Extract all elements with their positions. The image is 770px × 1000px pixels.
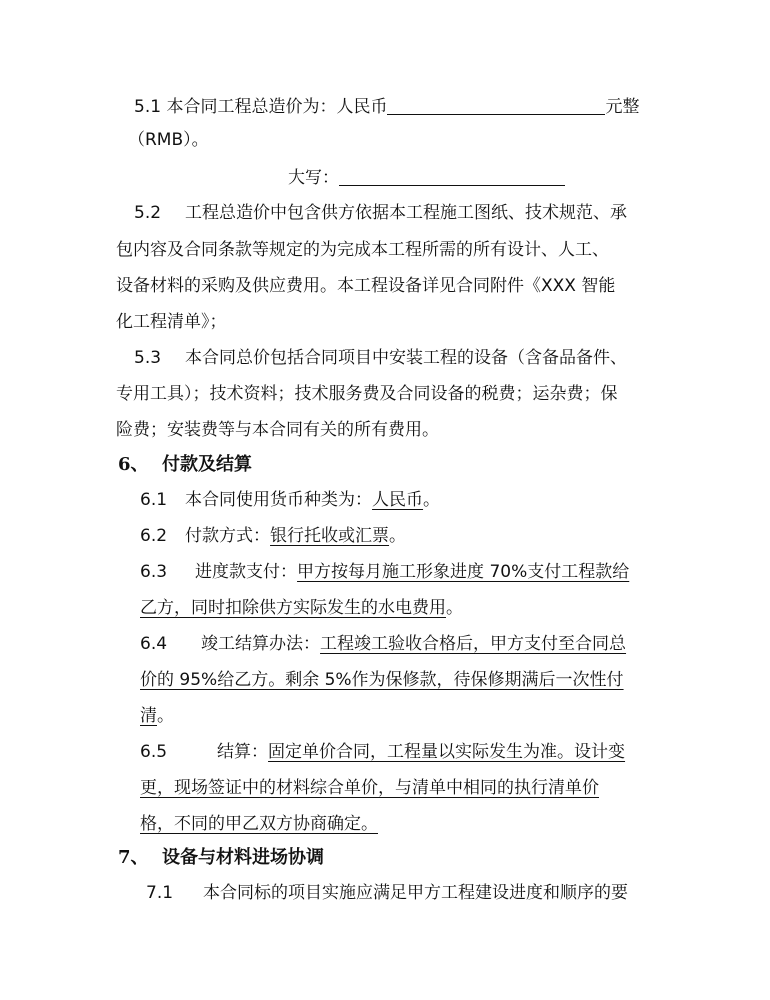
- clause-6-4-number: 6.4: [140, 634, 168, 654]
- clause-6-5-line-2: [140, 776, 599, 802]
- section-7-heading: [118, 846, 324, 872]
- clause-6-4-value-3: 清: [140, 706, 157, 726]
- clause-5-3-line-3: 险费；安装费等与本合同有关的所有费用。: [116, 420, 439, 440]
- clause-6-5-value-2: 更，现场签证中的材料综合单价，与清单中相同的执行清单价: [140, 778, 599, 798]
- clause-6-3-value-2: 乙方，同时扣除供方实际发生的水电费用: [140, 598, 446, 618]
- clause-5-1-suffix: 元整: [605, 97, 640, 117]
- clause-6-1-text: 本合同使用货币种类为：: [185, 490, 373, 510]
- clause-7-1-number: 7.1: [146, 883, 174, 903]
- clause-6-5-line-3: [140, 812, 386, 838]
- daxie-blank: [339, 165, 565, 186]
- clause-6-3-end: 。: [446, 598, 463, 618]
- clause-6-3-number: 6.3: [140, 562, 168, 582]
- section-7-number: 7、: [118, 847, 149, 868]
- clause-6-4-line-1: [140, 632, 626, 658]
- clause-5-3-line-1: [134, 346, 627, 372]
- clause-5-2-line-3: 设备材料的采购及供应费用。本工程设备详见合同附件《XXX 智能: [116, 276, 616, 296]
- clause-6-2-end: 。: [389, 526, 407, 546]
- clause-6-5-value-1: 固定单价合同，工程量以实际发生为准。设计变: [268, 742, 626, 762]
- clause-6-3-text: 进度款支付：: [195, 562, 298, 582]
- clause-6-5-text: 结算：: [217, 742, 269, 762]
- clause-6-1-end: 。: [423, 490, 441, 510]
- section-6-heading: [118, 453, 252, 479]
- daxie-line: [288, 165, 565, 191]
- clause-5-3-text-1: 本合同总价包括合同项目中安装工程的设备（含备品备件、: [185, 348, 628, 368]
- clause-5-2-text-1: 工程总造价中包含供方依据本工程施工图纸、技术规范、承: [185, 203, 628, 223]
- clause-6-4-end: 。: [157, 706, 174, 726]
- clause-6-2: [140, 524, 406, 550]
- clause-6-5-number: 6.5: [140, 742, 168, 762]
- clause-6-4-text: 竣工结算办法：: [201, 634, 321, 654]
- amount-blank: [387, 94, 605, 115]
- clause-6-2-value: 银行托收或汇票: [270, 526, 390, 546]
- clause-6-4-value-1: 工程竣工验收合格后，甲方支付至合同总: [320, 634, 627, 654]
- clause-5-1-line-1: [134, 94, 639, 120]
- clause-6-3-line-2: [140, 596, 463, 622]
- clause-6-2-text: 付款方式：: [185, 526, 271, 546]
- clause-7-1-text: 本合同标的项目实施应满足甲方工程建设进度和顺序的要: [203, 883, 629, 903]
- section-6-number: 6、: [118, 454, 149, 475]
- clause-5-3-line-2: 专用工具）；技术资料；技术服务费及合同设备的税费；运杂费；保: [116, 384, 618, 404]
- clause-6-3-line-1: [140, 560, 629, 586]
- clause-5-2-line-2: 包内容及合同条款等规定的为完成本工程所需的所有设计、人工、: [116, 240, 609, 260]
- clause-5-3-number: 5.3: [134, 348, 162, 368]
- clause-6-1-number: 6.1: [140, 490, 168, 510]
- clause-5-2-line-4: 化工程清单》；: [116, 312, 227, 332]
- clause-5-1-line-2: [128, 128, 209, 154]
- section-7-title: 设备与材料进场协调: [162, 847, 324, 868]
- clause-6-4-value-2: 价的 95%给乙方。剩余 5%作为保修款，待保修期满后一次性付: [140, 670, 624, 690]
- clause-6-1-value: 人民币: [372, 490, 424, 510]
- clause-6-5-value-3: 格，不同的甲乙双方协商确定。: [140, 814, 378, 834]
- clause-6-4-line-3: [140, 704, 174, 730]
- clause-7-1-line-1: [146, 881, 628, 907]
- clause-6-4-line-2: [140, 668, 624, 694]
- clause-5-2-line-1: [134, 201, 627, 227]
- clause-5-1-text: 5.1 本合同工程总造价为：人民币: [134, 97, 388, 117]
- rmb-text: （RMB）。: [128, 130, 209, 150]
- clause-6-2-number: 6.2: [140, 526, 168, 546]
- daxie-label: 大写：: [288, 168, 339, 188]
- clause-6-1: [140, 488, 440, 514]
- clause-6-5-line-1: [140, 740, 625, 766]
- section-6-title: 付款及结算: [162, 454, 252, 475]
- clause-6-3-value-1: 甲方按每月施工形象进度 70%支付工程款给: [297, 562, 630, 582]
- clause-5-2-number: 5.2: [134, 203, 162, 223]
